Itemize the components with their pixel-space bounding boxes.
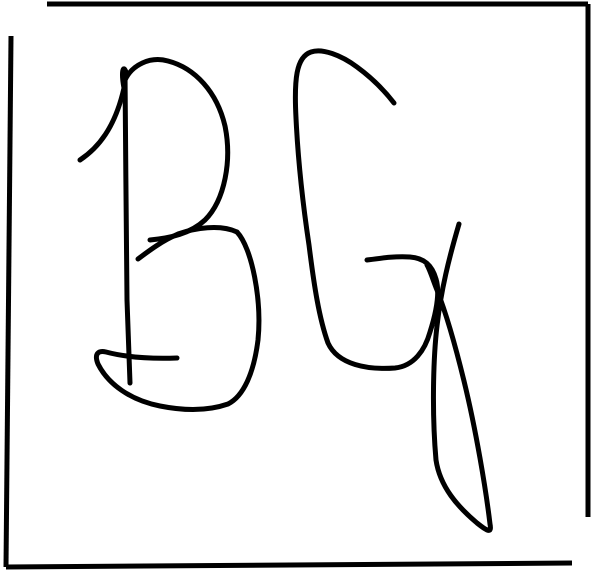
letter-b-lower-bowl bbox=[96, 232, 258, 410]
frame-left-edge bbox=[6, 36, 11, 567]
letter-b-serif bbox=[80, 69, 126, 160]
letter-b bbox=[80, 60, 259, 410]
frame-bottom-edge bbox=[6, 563, 572, 567]
letter-b-middle-stroke bbox=[138, 228, 237, 259]
letter-b-upper-bowl bbox=[125, 60, 228, 240]
letter-b-stem bbox=[125, 73, 130, 383]
letter-g-body bbox=[295, 51, 437, 369]
letter-g bbox=[295, 51, 490, 530]
letter-g-tail bbox=[427, 224, 490, 530]
